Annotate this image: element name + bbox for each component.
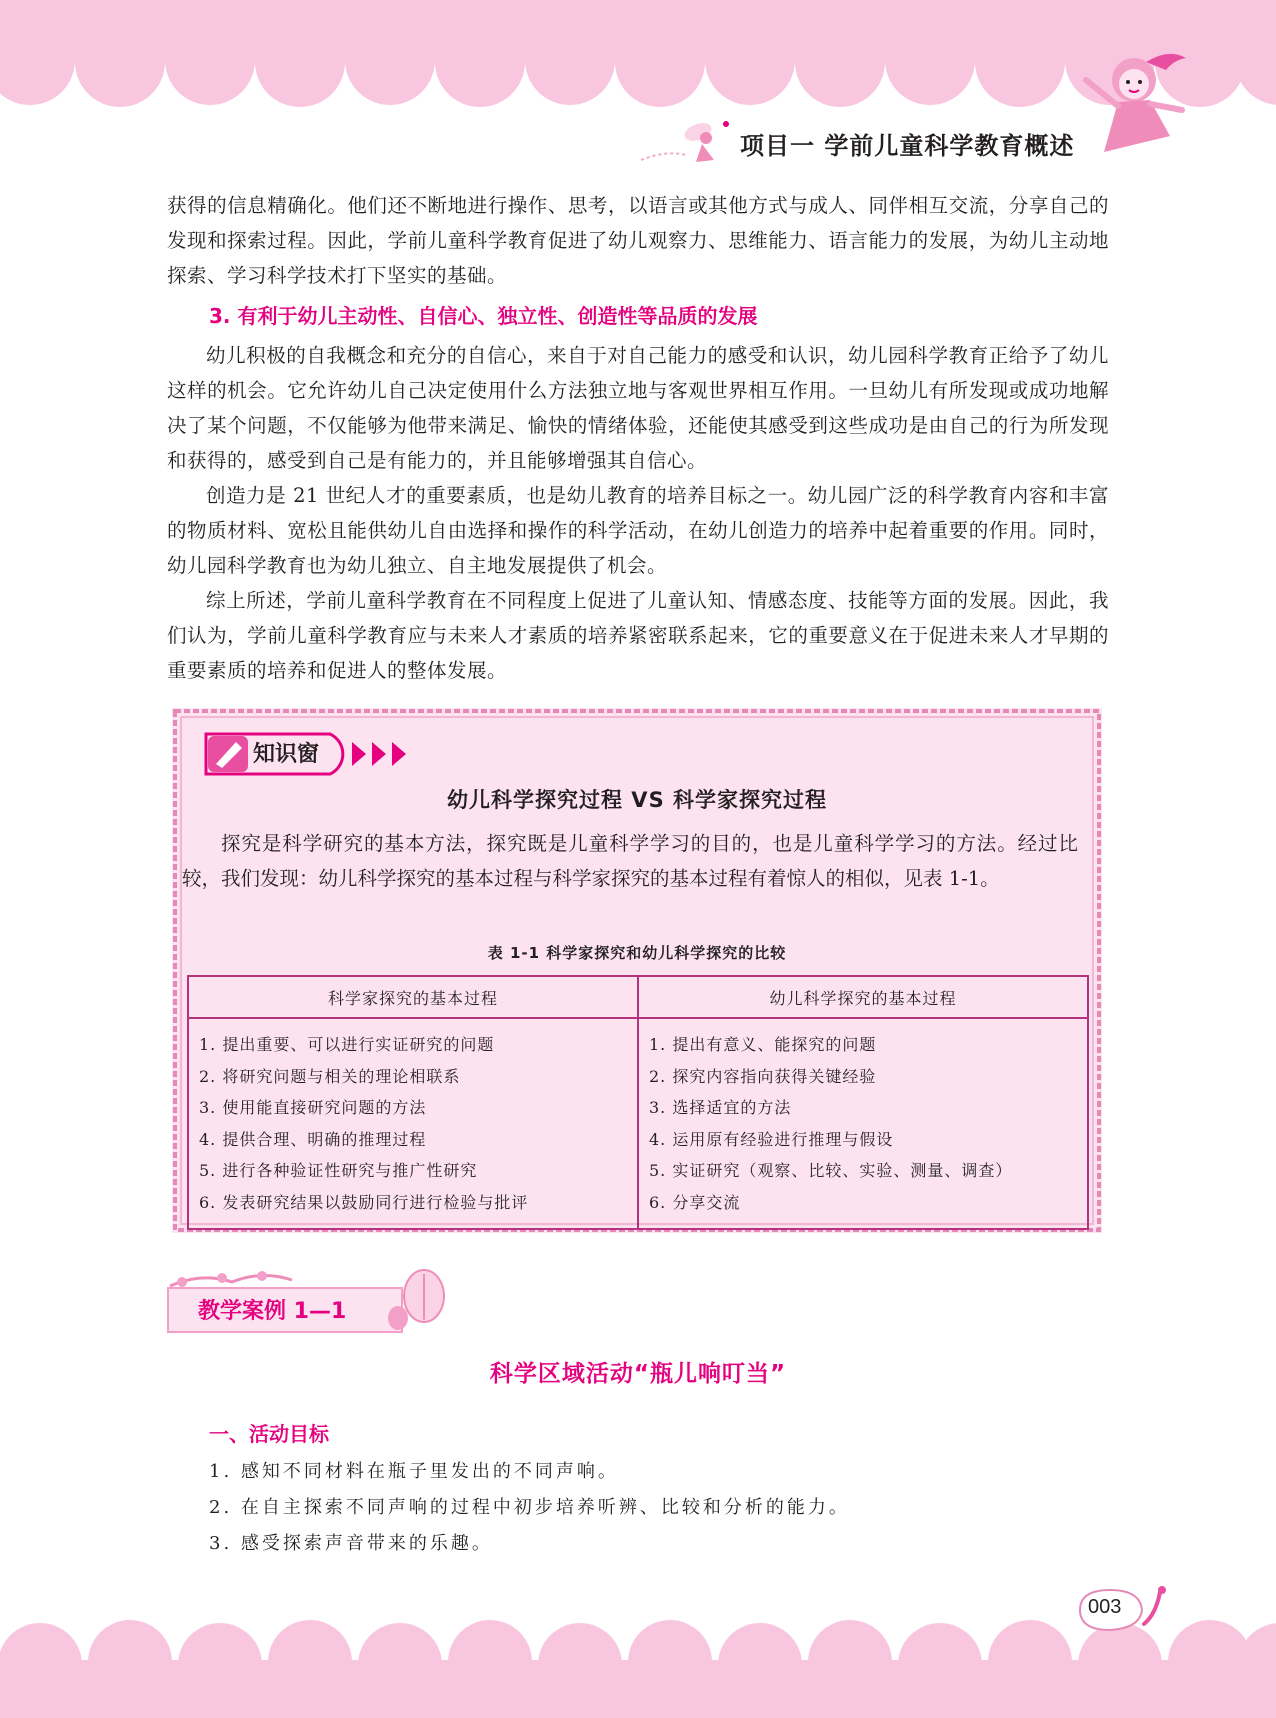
list-item: 1. 感知不同材料在瓶子里发出的不同声响。 — [209, 1461, 619, 1482]
table-item: 2. 将研究问题与相关的理论相联系 — [199, 1066, 461, 1086]
section-heading-3: 3. 有利于幼儿主动性、自信心、独立性、创造性等品质的发展 — [209, 304, 758, 328]
scientist-process-cell — [188, 1018, 638, 1229]
body-paragraph-3: 综上所述，学前儿童科学教育在不同程度上促进了儿童认知、情感态度、技能等方面的发展。因此，我们认为，学前儿童科学教育应与未来人才素质的培养紧密联系起来，它的重要意义在于促进未来人才早期的重要素质的培养和促进人的整体发展。 — [167, 589, 1109, 682]
body-paragraph-intro: 获得的信息精确化。他们还不断地进行操作、思考，以语言或其他方式与成人、同伴相互交流，分享自己的发现和探索过程。因此，学前儿童科学教育促进了幼儿观察力、思维能力、语言能力的发展，为幼儿主动地探索、学习科学技术打下坚实的基础。 — [167, 194, 1109, 287]
table-item: 6. 分享交流 — [649, 1192, 741, 1212]
table-item: 2. 探究内容指向获得关键经验 — [649, 1066, 877, 1086]
table-item: 5. 实证研究（观察、比较、实验、测量、调查） — [649, 1161, 1013, 1180]
table-header-scientist: 科学家探究的基本过程 — [188, 976, 638, 1018]
teaching-case-label: 教学案例 1—1 — [198, 1299, 347, 1324]
table-item: 4. 运用原有经验进行推理与假设 — [649, 1129, 894, 1149]
knowledge-window-title: 幼儿科学探究过程 VS 科学家探究过程 — [447, 788, 827, 812]
girl-mascot-icon — [1074, 40, 1194, 160]
body-paragraph-2: 创造力是 21 世纪人才的重要素质，也是幼儿教育的培养目标之一。幼儿园广泛的科学教育内容和丰富的物质材料、宽松且能供幼儿自由选择和操作的科学活动，在幼儿创造力的培养中起着重要的作用。同时，幼儿园科学教育也为幼儿独立、自主地发展提供了机会。 — [167, 484, 1109, 577]
table-item: 1. 提出重要、可以进行实证研究的问题 — [199, 1035, 495, 1054]
table-item: 3. 选择适宜的方法 — [649, 1098, 792, 1117]
table-item: 6. 发表研究结果以鼓励同行进行检验与批评 — [199, 1192, 529, 1212]
knowledge-window-label: 知识窗 — [253, 742, 320, 767]
table-header-row — [188, 976, 1088, 1018]
child-process-cell — [638, 1018, 1088, 1229]
table-caption: 表 1-1 科学家探究和幼儿科学探究的比较 — [487, 944, 787, 962]
list-item: 2. 在自主探索不同声响的过程中初步培养听辨、比较和分析的能力。 — [209, 1497, 850, 1518]
comparison-table — [187, 975, 1089, 1230]
activity-goals-list — [209, 1454, 850, 1562]
activity-goals-heading: 一、活动目标 — [209, 1422, 329, 1446]
page-number: 003 — [1088, 1596, 1122, 1618]
fairy-icon — [636, 110, 736, 170]
knowledge-window-paragraph: 探究是科学研究的基本方法，探究既是儿童科学学习的目的，也是儿童科学学习的方法。经过比较，我们发现：幼儿科学探究的基本过程与科学家探究的基本过程有着惊人的相似，见表 1-1。 — [182, 832, 1078, 890]
table-item: 3. 使用能直接研究问题的方法 — [199, 1098, 427, 1117]
chapter-header-title: 项目一 学前儿童科学教育概述 — [740, 132, 1075, 160]
table-header-child: 幼儿科学探究的基本过程 — [638, 976, 1088, 1018]
body-paragraph-1: 幼儿积极的自我概念和充分的自信心，来自于对自己能力的感受和认识，幼儿园科学教育正给予了幼儿这样的机会。它允许幼儿自己决定使用什么方法独立地与客观世界相互作用。一旦幼儿有所发现或成功地解决了某个问题，不仅能够为他带来满足、愉快的情绪体验，还能使其感受到这些成功是由自己的行为所发现和获得的，感受到自己是有能力的，并且能够增强其自信心。 — [167, 344, 1109, 472]
teaching-case-title: 科学区域活动“瓶儿响叮当” — [489, 1361, 787, 1387]
table-item: 1. 提出有意义、能探究的问题 — [649, 1035, 877, 1054]
list-item: 3. 感受探索声音带来的乐趣。 — [209, 1533, 493, 1554]
table-item: 5. 进行各种验证性研究与推广性研究 — [199, 1161, 478, 1180]
table-body-row — [188, 1018, 1088, 1229]
table-item: 4. 提供合理、明确的推理过程 — [199, 1129, 427, 1149]
